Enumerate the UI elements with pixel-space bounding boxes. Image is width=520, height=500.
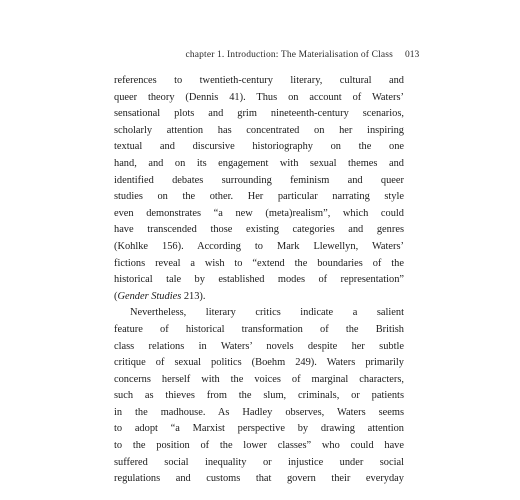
citation-title: Gender Studies (117, 290, 182, 302)
text-line: scholarly attention has concentrated on her inspiring (114, 124, 404, 136)
text-line: hand, and on its engagement with sexual themes and (114, 157, 404, 169)
text-line: such as thieves from the slum, criminals, or patients (114, 390, 404, 402)
text-line: critique of sexual politics (Boehm 249). Waters primarily (114, 357, 404, 369)
text-line: class relations in Waters’ novels despite her subtle (114, 340, 404, 352)
text-line-last (114, 289, 404, 306)
text-line: historical tale by established modes of representation” (114, 274, 404, 286)
text-line: to adopt “a Marxist perspective by drawing attention (114, 423, 404, 435)
text-line: (Kohlke 156). According to Mark Llewellyn, Waters’ (114, 240, 404, 252)
text-line: in the madhouse. As Hadley observes, Waters seems (114, 406, 404, 418)
text-line: sensational plots and grim nineteenth-century scenarios, (114, 108, 404, 120)
paragraph-2 (114, 305, 404, 488)
text-line: have transcended those existing categories and genres (114, 224, 404, 236)
paragraph-1 (114, 73, 404, 305)
text-line: concerns herself with the voices of marginal characters, (114, 373, 404, 385)
text-line: even demonstrates “a new (meta)realism”, which could (114, 207, 404, 219)
text-line: regulations and customs that govern their everyday (114, 473, 404, 485)
text-line: to the position of the lower classes” who could have (114, 440, 404, 452)
text-line: Nevertheless, literary critics indicate a salient (130, 307, 404, 319)
text-line: fictions reveal a wish to “extend the boundaries of the (114, 257, 404, 269)
text-line: identified debates surrounding feminism and queer (114, 174, 404, 186)
running-head: chapter 1. Introduction: The Materialisation of Class (185, 50, 393, 60)
text-line: feature of historical transformation of the British (114, 323, 404, 335)
page-number: 013 (405, 50, 420, 60)
text-line: studies on the other. Her particular narrating style (114, 191, 404, 203)
text-line: queer theory (Dennis 41). Thus on account of Waters’ (114, 91, 404, 103)
citation-close: 213). (181, 290, 206, 302)
text-line: textual and discursive historiography on the one (114, 141, 404, 153)
citation-open: ( (114, 290, 118, 302)
text-line: suffered social inequality or injustice under social (114, 456, 404, 468)
body-text (114, 73, 404, 488)
text-line: references to twentieth-century literary, cultural and (114, 75, 404, 86)
